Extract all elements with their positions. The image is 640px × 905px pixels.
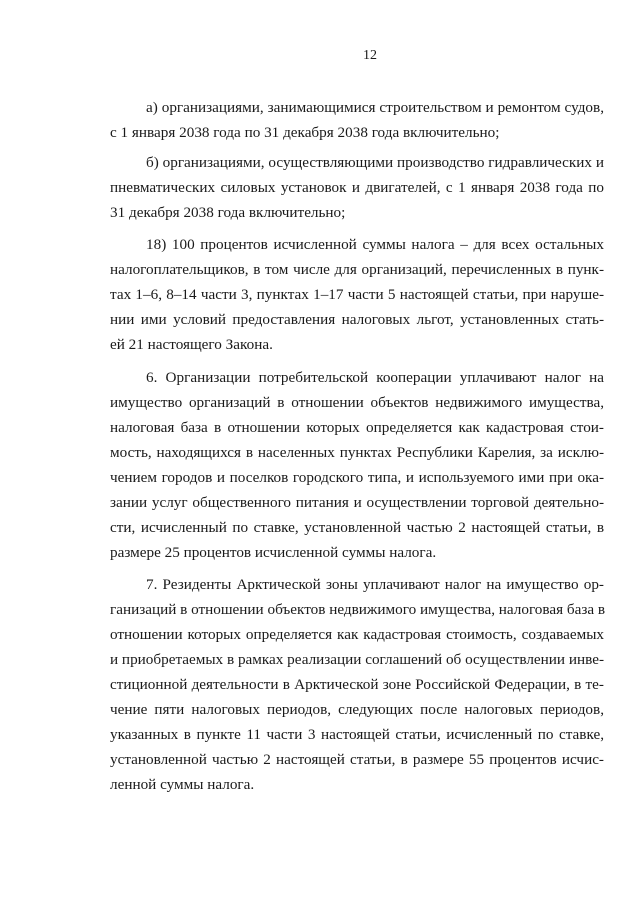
page-number: 12 (363, 48, 377, 63)
text-line: а) организациями, занимающимися строительством и ремонтом судов, (146, 99, 604, 116)
text-line: 31 декабря 2038 года включительно; (110, 204, 346, 221)
text-line: б) организациями, осуществляющими производство гидравлических и (146, 154, 604, 171)
text-line: налогоплательщиков, в том числе для организаций, перечисленных в пунк- (110, 261, 604, 278)
text-line: нии ими условий предоставления налоговых льгот, установленных стать- (110, 311, 604, 328)
text-line: отношении которых определяется как кадастровая стоимость, создаваемых (110, 626, 604, 643)
text-line: размере 25 процентов исчисленной суммы налога. (110, 544, 437, 561)
text-line: 18) 100 процентов исчисленной суммы налога – для всех остальных (146, 236, 604, 253)
text-line: ленной суммы налога. (110, 776, 255, 793)
text-line: указанных в пункте 11 части 3 настоящей статьи, исчисленный по ставке, (110, 726, 604, 743)
text-line: чение пяти налоговых периодов, следующих после налоговых периодов, (110, 701, 604, 718)
text-line: налоговая база в отношении которых определяется как кадастровая стои- (110, 419, 604, 436)
text-line: и приобретаемых в рамках реализации соглашений об осуществлении инве- (110, 651, 604, 668)
text-line: установленной частью 2 настоящей статьи, в размере 55 процентов исчис- (110, 751, 604, 768)
text-line: сти, исчисленный по ставке, установленной частью 2 настоящей статьи, в (110, 519, 604, 536)
text-line: ей 21 настоящего Закона. (110, 336, 273, 353)
text-line: ганизаций в отношении объектов недвижимого имущества, налоговая база в (110, 601, 606, 618)
text-line: пневматических силовых установок и двигателей, с 1 января 2038 года по (110, 179, 604, 196)
text-line: тах 1–6, 8–14 части 3, пунктах 1–17 части 5 настоящей статьи, при наруше- (110, 286, 604, 303)
text-line: стиционной деятельности в Арктической зоне Российской Федерации, в те- (110, 676, 604, 693)
text-line: мость, находящихся в населенных пунктах Республики Карелия, за исклю- (110, 444, 604, 461)
text-line: с 1 января 2038 года по 31 декабря 2038 года включительно; (110, 124, 500, 141)
text-line: 7. Резиденты Арктической зоны уплачивают налог на имущество ор- (146, 576, 604, 593)
text-line: 6. Организации потребительской кооперации уплачивают налог на (146, 369, 604, 386)
text-line: чением городов и поселков городского типа, и используемого ими при ока- (110, 469, 604, 486)
text-line: зании услуг общественного питания и осуществлении торговой деятельно- (110, 494, 604, 511)
text-line: имущество организаций в отношении объектов недвижимого имущества, (110, 394, 604, 411)
